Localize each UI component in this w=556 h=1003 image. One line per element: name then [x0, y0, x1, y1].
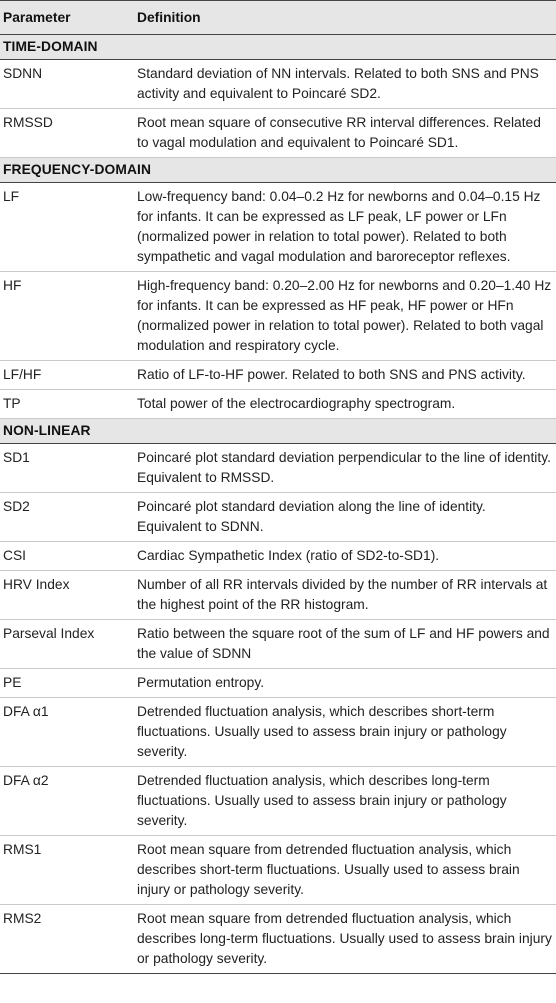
definition-cell: Detrended fluctuation analysis, which describes short-term fluctuations. Usually used to assess brain injury or pathology severity.: [137, 698, 556, 767]
definition-cell: Ratio between the square root of the sum of LF and HF powers and the value of SDNN: [137, 620, 556, 669]
parameter-cell: HRV Index: [0, 571, 137, 620]
parameter-cell: SDNN: [0, 60, 137, 109]
definition-cell: Root mean square from detrended fluctuation analysis, which describes long-term fluctuations. Usually used to assess brain injury or pathology severity.: [137, 905, 556, 974]
definition-cell: Detrended fluctuation analysis, which describes long-term fluctuations. Usually used to assess brain injury or pathology severity.: [137, 767, 556, 836]
section-header-row: [0, 35, 556, 60]
table-row: [0, 183, 556, 272]
definition-cell: Cardiac Sympathetic Index (ratio of SD2-to-SD1).: [137, 542, 556, 571]
table-row: [0, 669, 556, 698]
definition-cell: Root mean square from detrended fluctuation analysis, which describes short-term fluctuations. Usually used to assess brain injury or pathology severity.: [137, 836, 556, 905]
parameter-cell: DFA α2: [0, 767, 137, 836]
definition-cell: Number of all RR intervals divided by the number of RR intervals at the highest point of the RR histogram.: [137, 571, 556, 620]
table-row: [0, 905, 556, 974]
table-row: [0, 60, 556, 109]
table-row: [0, 571, 556, 620]
header-row: [0, 1, 556, 35]
table-row: [0, 390, 556, 419]
table-row: [0, 444, 556, 493]
table-body: [0, 35, 556, 974]
parameter-cell: HF: [0, 272, 137, 361]
table-row: [0, 361, 556, 390]
parameter-column-header: Parameter: [0, 1, 137, 35]
definition-cell: Total power of the electrocardiography spectrogram.: [137, 390, 556, 419]
table-row: [0, 109, 556, 158]
parameter-cell: LF: [0, 183, 137, 272]
table-row: [0, 493, 556, 542]
parameter-cell: TP: [0, 390, 137, 419]
definition-cell: Permutation entropy.: [137, 669, 556, 698]
section-header-row: [0, 158, 556, 183]
parameter-cell: LF/HF: [0, 361, 137, 390]
parameter-cell: SD2: [0, 493, 137, 542]
definition-column-header: Definition: [137, 1, 556, 35]
table-row: [0, 698, 556, 767]
definition-cell: High-frequency band: 0.20–2.00 Hz for newborns and 0.20–1.40 Hz for infants. It can be expressed as HF peak, HF power or HFn (normalized power in relation to total power). Related to both vagal modulation and respiratory cycle.: [137, 272, 556, 361]
definition-cell: Standard deviation of NN intervals. Related to both SNS and PNS activity and equivalent to Poincaré SD2.: [137, 60, 556, 109]
parameter-cell: RMS1: [0, 836, 137, 905]
table-row: [0, 836, 556, 905]
definition-cell: Root mean square of consecutive RR interval differences. Related to vagal modulation and equivalent to Poincaré SD1.: [137, 109, 556, 158]
table-row: [0, 542, 556, 571]
definition-cell: Low-frequency band: 0.04–0.2 Hz for newborns and 0.04–0.15 Hz for infants. It can be expressed as LF peak, LF power or LFn (normalized power in relation to total power). Related to both sympathetic and vagal modulation and baroreceptor reflexes.: [137, 183, 556, 272]
table-header: [0, 1, 556, 35]
definition-cell: Ratio of LF-to-HF power. Related to both SNS and PNS activity.: [137, 361, 556, 390]
table-row: [0, 620, 556, 669]
parameter-cell: PE: [0, 669, 137, 698]
definition-cell: Poincaré plot standard deviation perpendicular to the line of identity. Equivalent to RMSSD.: [137, 444, 556, 493]
parameter-cell: CSI: [0, 542, 137, 571]
parameter-cell: DFA α1: [0, 698, 137, 767]
parameter-cell: SD1: [0, 444, 137, 493]
parameter-cell: Parseval Index: [0, 620, 137, 669]
section-title: FREQUENCY-DOMAIN: [0, 158, 556, 183]
parameter-cell: RMS2: [0, 905, 137, 974]
parameter-cell: RMSSD: [0, 109, 137, 158]
definition-cell: Poincaré plot standard deviation along the line of identity. Equivalent to SDNN.: [137, 493, 556, 542]
table-row: [0, 767, 556, 836]
table-row: [0, 272, 556, 361]
section-title: NON-LINEAR: [0, 419, 556, 444]
section-title: TIME-DOMAIN: [0, 35, 556, 60]
section-header-row: [0, 419, 556, 444]
